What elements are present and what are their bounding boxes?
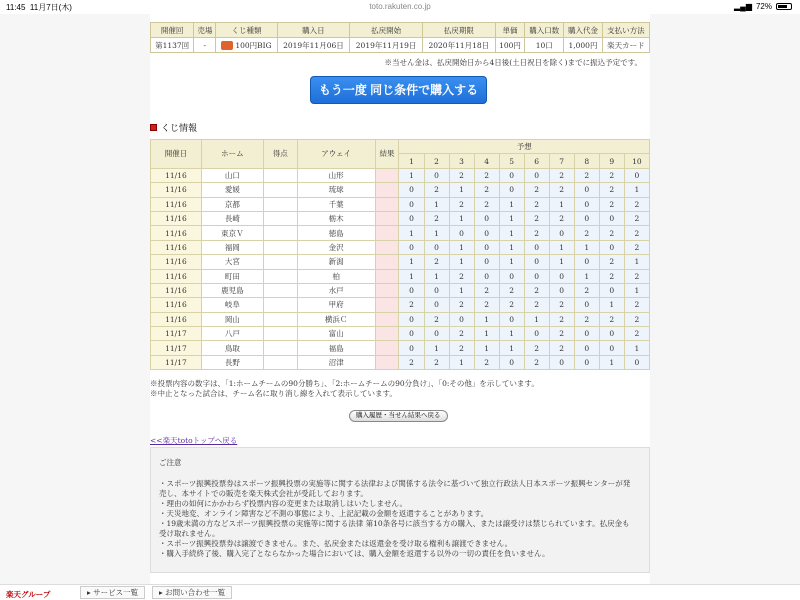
pick-cell: 2	[399, 298, 424, 312]
pick-cell: 1	[624, 341, 649, 355]
pick-col-header: 7	[549, 154, 574, 168]
pick-cell: 1	[399, 269, 424, 283]
result-cell	[375, 211, 399, 225]
score-cell	[263, 183, 297, 197]
col-result: 結果	[375, 140, 399, 169]
pick-cell: 1	[449, 255, 474, 269]
table-row	[151, 240, 650, 254]
pick-cell: 0	[499, 168, 524, 182]
pick-cell: 0	[549, 269, 574, 283]
pick-cell: 2	[524, 183, 549, 197]
battery-icon	[776, 3, 792, 10]
col-home: ホーム	[201, 140, 263, 169]
pick-col-header: 9	[599, 154, 624, 168]
table-row	[151, 298, 650, 312]
home-team: 大宮	[201, 255, 263, 269]
pick-cell: 0	[524, 168, 549, 182]
home-team: 京都	[201, 197, 263, 211]
result-cell	[375, 312, 399, 326]
score-cell	[263, 327, 297, 341]
pick-cell: 0	[549, 283, 574, 297]
pick-cell: 0	[399, 183, 424, 197]
pick-cell: 0	[624, 168, 649, 182]
away-team: 徳島	[297, 226, 375, 240]
pick-cell: 1	[449, 355, 474, 369]
home-team: 八戸	[201, 327, 263, 341]
away-team: 富山	[297, 327, 375, 341]
result-cell	[375, 226, 399, 240]
pick-cell: 2	[424, 183, 449, 197]
col-score: 得点	[263, 140, 297, 169]
pick-col-header: 5	[499, 154, 524, 168]
pick-cell: 0	[474, 211, 499, 225]
table-row	[151, 255, 650, 269]
home-team: 鳥取	[201, 341, 263, 355]
result-cell	[375, 168, 399, 182]
pick-cell: 1	[399, 168, 424, 182]
score-cell	[263, 226, 297, 240]
match-date: 11/17	[151, 341, 202, 355]
pick-cell: 0	[624, 355, 649, 369]
pick-cell: 2	[624, 298, 649, 312]
pick-cell: 0	[524, 327, 549, 341]
pick-cell: 1	[549, 197, 574, 211]
pick-cell: 0	[424, 283, 449, 297]
match-date: 11/16	[151, 283, 202, 297]
pick-cell: 0	[474, 226, 499, 240]
home-team: 鹿児島	[201, 283, 263, 297]
big-logo-icon	[221, 41, 233, 50]
pick-cell: 2	[549, 183, 574, 197]
purchase-cell: -	[194, 38, 216, 53]
table-row	[151, 226, 650, 240]
pick-cell: 2	[574, 312, 599, 326]
away-team: 新潟	[297, 255, 375, 269]
away-team: 柏	[297, 269, 375, 283]
pick-cell: 0	[524, 255, 549, 269]
pick-cell: 1	[499, 226, 524, 240]
home-team: 長崎	[201, 211, 263, 225]
score-cell	[263, 298, 297, 312]
pick-cell: 1	[474, 312, 499, 326]
pick-cell: 0	[499, 269, 524, 283]
pick-cell: 2	[499, 298, 524, 312]
pick-cell: 2	[449, 327, 474, 341]
kuji-table	[150, 139, 650, 370]
pick-cell: 1	[599, 298, 624, 312]
notes	[150, 379, 539, 399]
pick-cell: 0	[399, 341, 424, 355]
purchase-header: 支払い方法	[602, 23, 649, 38]
purchase-cell: 2020年11月18日	[422, 38, 495, 53]
pick-cell: 0	[599, 211, 624, 225]
pick-cell: 0	[499, 312, 524, 326]
pick-cell: 0	[574, 327, 599, 341]
pick-cell: 1	[474, 327, 499, 341]
purchase-header: 開催回	[151, 23, 194, 38]
pick-cell: 2	[399, 355, 424, 369]
col-date: 開催日	[151, 140, 202, 169]
pick-cell: 0	[574, 255, 599, 269]
pick-cell: 2	[424, 355, 449, 369]
purchase-cell: 2019年11月19日	[350, 38, 423, 53]
pick-cell: 2	[599, 312, 624, 326]
pick-cell: 0	[574, 211, 599, 225]
pick-col-header: 1	[399, 154, 424, 168]
table-row	[151, 183, 650, 197]
match-date: 11/16	[151, 168, 202, 182]
away-team: 千葉	[297, 197, 375, 211]
pick-cell: 2	[449, 197, 474, 211]
main-content	[150, 14, 650, 586]
home-team: 岐阜	[201, 298, 263, 312]
caution-line: ・天災地変、オンライン障害など不測の事態により、上記記載の金額を返還することがあります。	[159, 509, 489, 518]
pick-cell: 2	[599, 269, 624, 283]
score-cell	[263, 312, 297, 326]
pick-cell: 2	[624, 240, 649, 254]
pick-cell: 0	[574, 355, 599, 369]
pick-cell: 0	[474, 240, 499, 254]
pick-cell: 0	[599, 240, 624, 254]
pick-cell: 2	[524, 226, 549, 240]
home-team: 町田	[201, 269, 263, 283]
pick-cell: 2	[474, 183, 499, 197]
pick-cell: 1	[499, 211, 524, 225]
score-cell	[263, 197, 297, 211]
away-team: 沼津	[297, 355, 375, 369]
away-team: 甲府	[297, 298, 375, 312]
col-picks: 予想	[399, 140, 650, 154]
match-date: 11/16	[151, 240, 202, 254]
pick-cell: 0	[524, 240, 549, 254]
result-cell	[375, 197, 399, 211]
pick-cell: 2	[624, 269, 649, 283]
caution-line: 売し、本サイトでの販売を楽天株式会社が受託しております。	[159, 489, 368, 498]
purchase-cell: 10口	[525, 38, 564, 53]
purchase-header: 払戻期限	[422, 23, 495, 38]
note-line: ※中止となった試合は、チーム名に取り消し線を入れて表示しています。	[150, 389, 397, 398]
result-cell	[375, 269, 399, 283]
purchase-cell: 第1137回	[151, 38, 194, 53]
purchase-header: 購入代金	[564, 23, 603, 38]
pick-cell: 2	[474, 355, 499, 369]
pick-cell: 1	[499, 197, 524, 211]
pick-col-header: 10	[624, 154, 649, 168]
result-cell	[375, 283, 399, 297]
score-cell	[263, 355, 297, 369]
pick-cell: 2	[549, 341, 574, 355]
pick-cell: 0	[449, 226, 474, 240]
pick-cell: 0	[549, 355, 574, 369]
home-team: 愛媛	[201, 183, 263, 197]
purchase-cell: 100円	[495, 38, 525, 53]
pick-cell: 0	[574, 197, 599, 211]
purchase-header: 購入日	[277, 23, 350, 38]
match-date: 11/17	[151, 327, 202, 341]
pick-cell: 2	[424, 312, 449, 326]
pick-col-header: 4	[474, 154, 499, 168]
col-away: アウェイ	[297, 140, 375, 169]
pick-cell: 2	[549, 327, 574, 341]
footer-brand[interactable]: 楽天グループ	[6, 590, 51, 599]
result-cell	[375, 327, 399, 341]
pick-cell: 0	[399, 240, 424, 254]
pick-cell: 0	[399, 197, 424, 211]
pick-cell: 2	[474, 298, 499, 312]
pick-cell: 2	[474, 168, 499, 182]
result-cell	[375, 298, 399, 312]
pick-cell: 1	[399, 226, 424, 240]
pick-cell: 0	[474, 255, 499, 269]
pick-cell: 1	[624, 255, 649, 269]
pick-cell: 1	[424, 341, 449, 355]
score-cell	[263, 341, 297, 355]
match-date: 11/16	[151, 226, 202, 240]
pick-cell: 2	[524, 298, 549, 312]
pick-cell: 1	[424, 269, 449, 283]
table-row	[151, 355, 650, 369]
pick-cell: 1	[624, 183, 649, 197]
pick-cell: 2	[549, 211, 574, 225]
table-row	[151, 269, 650, 283]
purchase-cell: 2019年11月06日	[277, 38, 350, 53]
match-date: 11/16	[151, 211, 202, 225]
away-team: 栃木	[297, 211, 375, 225]
caution-title: ご注意	[159, 458, 182, 467]
rebuy-button[interactable]: もう一度 同じ条件で購入する	[310, 76, 487, 104]
away-team: 金沢	[297, 240, 375, 254]
pick-cell: 2	[624, 327, 649, 341]
match-date: 11/16	[151, 269, 202, 283]
score-cell	[263, 168, 297, 182]
section-marker-icon	[150, 124, 157, 131]
pick-cell: 2	[599, 183, 624, 197]
pick-cell: 1	[449, 240, 474, 254]
pick-cell: 1	[449, 183, 474, 197]
pick-col-header: 8	[574, 154, 599, 168]
pick-cell: 2	[424, 211, 449, 225]
table-row	[151, 312, 650, 326]
result-cell	[375, 341, 399, 355]
pick-cell: 2	[549, 168, 574, 182]
purchase-header: 単価	[495, 23, 525, 38]
pick-cell: 1	[574, 240, 599, 254]
table-row	[151, 168, 650, 182]
pick-cell: 1	[499, 255, 524, 269]
pick-cell: 1	[499, 240, 524, 254]
pick-cell: 0	[574, 298, 599, 312]
pick-cell: 0	[499, 183, 524, 197]
pick-cell: 1	[599, 355, 624, 369]
pick-cell: 2	[449, 168, 474, 182]
away-team: 福島	[297, 341, 375, 355]
match-date: 11/16	[151, 298, 202, 312]
purchase-header: 売場	[194, 23, 216, 38]
pick-cell: 0	[424, 327, 449, 341]
home-team: 岡山	[201, 312, 263, 326]
purchase-cell: 100円BIG	[216, 38, 277, 53]
table-row	[151, 211, 650, 225]
pick-cell: 2	[574, 283, 599, 297]
match-date: 11/16	[151, 255, 202, 269]
result-cell	[375, 355, 399, 369]
score-cell	[263, 269, 297, 283]
pick-cell: 0	[574, 341, 599, 355]
caution-line: ・19歳未満の方などスポーツ振興投票の実施等に関する法律 第10条各号に該当する方の購入、または譲受けは禁じられています。払戻金も	[159, 519, 630, 528]
caution-line: ・スポーツ振興投票券は譲渡できません。また、払戻金または返還金を受け取る権利も譲渡できません。	[159, 539, 513, 548]
pick-cell: 0	[424, 298, 449, 312]
pick-cell: 2	[449, 269, 474, 283]
pick-cell: 1	[499, 341, 524, 355]
caution-line: ・スポーツ振興投票券はスポーツ振興投票の実施等に関する法律および関係する法令に基づいて独立行政法人日本スポーツ振興センターが発	[159, 479, 631, 488]
pick-cell: 1	[399, 255, 424, 269]
pick-cell: 1	[499, 327, 524, 341]
pick-cell: 2	[449, 341, 474, 355]
payout-note: ※当せん金は、払戻開始日から4日後(土日祝日を除く)までに振込予定です。	[384, 58, 642, 67]
pick-cell: 2	[599, 168, 624, 182]
pick-cell: 0	[599, 327, 624, 341]
pick-cell: 1	[449, 211, 474, 225]
pick-cell: 1	[549, 255, 574, 269]
pick-cell: 2	[624, 197, 649, 211]
score-cell	[263, 211, 297, 225]
url-label[interactable]: toto.rakuten.co.jp	[369, 2, 431, 11]
result-cell	[375, 183, 399, 197]
pick-cell: 2	[424, 255, 449, 269]
pick-col-header: 2	[424, 154, 449, 168]
table-row	[151, 327, 650, 341]
pick-cell: 0	[524, 269, 549, 283]
home-team: 福岡	[201, 240, 263, 254]
purchase-table	[150, 22, 650, 53]
pick-cell: 1	[424, 226, 449, 240]
wifi-icon: ▂▄▆	[734, 2, 752, 11]
pick-cell: 2	[624, 211, 649, 225]
pick-col-header: 6	[524, 154, 549, 168]
match-date: 11/16	[151, 183, 202, 197]
table-row	[151, 341, 650, 355]
pick-cell: 2	[524, 283, 549, 297]
home-team: 山口	[201, 168, 263, 182]
pick-cell: 2	[599, 226, 624, 240]
score-cell	[263, 255, 297, 269]
purchase-header: 購入口数	[525, 23, 564, 38]
pick-cell: 2	[549, 312, 574, 326]
pick-cell: 2	[474, 283, 499, 297]
contact-list-button[interactable]: ▸ お問い合わせ一覧	[152, 586, 232, 599]
pick-cell: 2	[599, 255, 624, 269]
purchase-cell: 楽天カード	[602, 38, 649, 53]
service-list-button[interactable]: ▸ サービス一覧	[80, 586, 145, 599]
table-row	[151, 283, 650, 297]
pick-cell: 0	[599, 283, 624, 297]
away-team: 横浜Ｃ	[297, 312, 375, 326]
pick-cell: 1	[549, 240, 574, 254]
away-team: 琉球	[297, 183, 375, 197]
match-date: 11/17	[151, 355, 202, 369]
match-date: 11/16	[151, 197, 202, 211]
home-team: 長野	[201, 355, 263, 369]
pick-cell: 2	[624, 312, 649, 326]
purchase-header: 払戻開始	[350, 23, 423, 38]
caution-line: ・理由の如何にかかわらず投票内容の変更または取消しはいたしません。	[159, 499, 407, 508]
home-team: 東京Ｖ	[201, 226, 263, 240]
pick-cell: 0	[399, 327, 424, 341]
pick-cell: 0	[399, 283, 424, 297]
pick-cell: 0	[499, 355, 524, 369]
pick-cell: 2	[449, 298, 474, 312]
purchase-cell: 1,000円	[564, 38, 603, 53]
pick-cell: 2	[499, 283, 524, 297]
page	[0, 14, 800, 600]
score-cell	[263, 283, 297, 297]
status-time: 11:45 11月7日(木)	[6, 3, 72, 12]
pick-cell: 1	[574, 269, 599, 283]
result-cell	[375, 240, 399, 254]
note-line: ※投票内容の数字は、「1:ホームチームの90分勝ち」、「2:ホームチームの90分負け」、「0:その他」を示しています。	[150, 379, 539, 388]
section-title: くじ情報	[150, 121, 197, 134]
pick-cell: 0	[574, 183, 599, 197]
pick-cell: 2	[549, 298, 574, 312]
status-right	[734, 2, 792, 11]
away-team: 水戸	[297, 283, 375, 297]
pick-cell: 0	[424, 240, 449, 254]
footer	[0, 584, 800, 600]
pick-cell: 2	[524, 355, 549, 369]
pick-cell: 2	[524, 211, 549, 225]
caution-box	[150, 447, 650, 573]
score-cell	[263, 240, 297, 254]
caution-line: ・購入手続終了後、購入完了とならなかった場合においては、購入金額を返還する以外の一切の責任を負いません。	[159, 549, 550, 558]
table-row	[151, 197, 650, 211]
pick-cell: 0	[549, 226, 574, 240]
pick-col-header: 3	[449, 154, 474, 168]
result-cell	[375, 255, 399, 269]
caution-line: 受け取れません。	[159, 529, 220, 538]
pick-cell: 2	[624, 226, 649, 240]
top-link[interactable]: <<楽天totoトップへ戻る	[150, 436, 238, 445]
pick-cell: 2	[574, 226, 599, 240]
pick-cell: 2	[474, 197, 499, 211]
history-button[interactable]: 購入履歴・当せん結果へ戻る	[349, 410, 448, 422]
pick-cell: 2	[574, 168, 599, 182]
battery-percent: 72%	[755, 2, 772, 11]
pick-cell: 1	[449, 283, 474, 297]
purchase-header: くじ種類	[216, 23, 277, 38]
pick-cell: 0	[449, 312, 474, 326]
pick-cell: 2	[524, 341, 549, 355]
status-bar	[0, 0, 800, 14]
pick-cell: 0	[399, 211, 424, 225]
pick-cell: 1	[424, 197, 449, 211]
away-team: 山形	[297, 168, 375, 182]
pick-cell: 2	[524, 197, 549, 211]
pick-cell: 0	[599, 341, 624, 355]
match-date: 11/16	[151, 312, 202, 326]
pick-cell: 0	[424, 168, 449, 182]
pick-cell: 0	[474, 269, 499, 283]
pick-cell: 2	[599, 197, 624, 211]
pick-cell: 1	[524, 312, 549, 326]
pick-cell: 1	[474, 341, 499, 355]
pick-cell: 0	[399, 312, 424, 326]
pick-cell: 1	[624, 283, 649, 297]
